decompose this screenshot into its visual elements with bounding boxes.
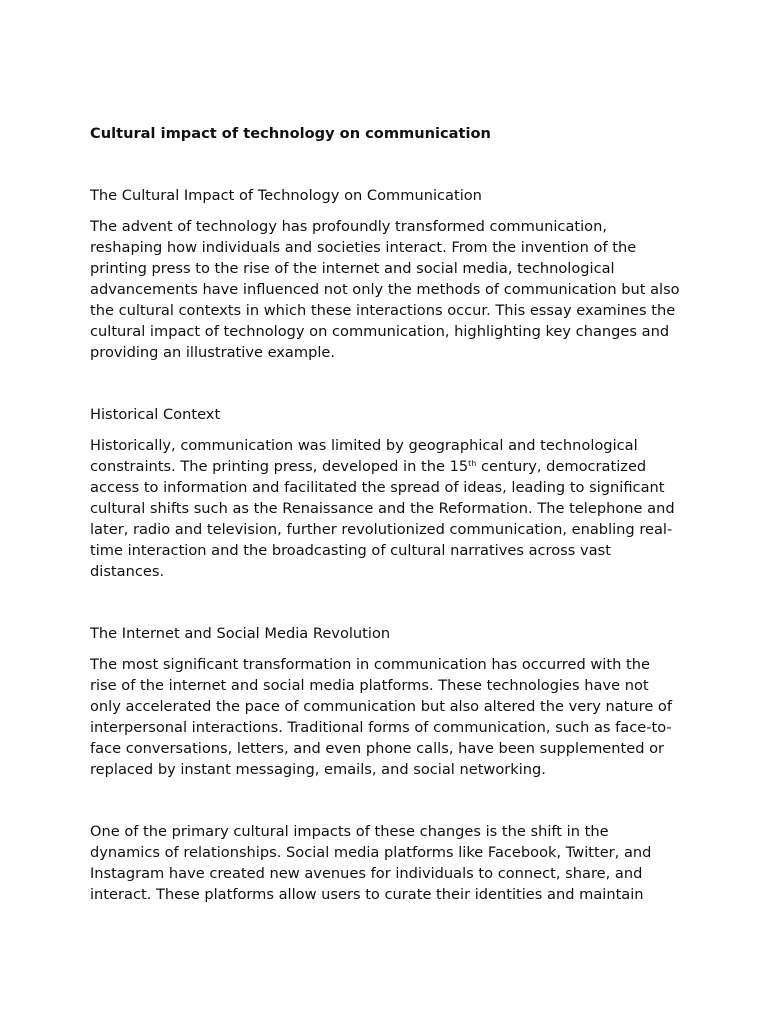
- spacer: [90, 780, 680, 821]
- paragraph-internet-social-media: The most significant transformation in communication has occurred with the rise of the internet and social media platforms. These technologies have not only accelerated the pace of communication but also altered the very nature of interpersonal interactions. Traditional forms of communication, such as face-to-face conversations, letters, and even phone calls, have been supplemented or replaced by instant messaging, emails, and social networking.: [90, 656, 673, 778]
- spacer: [90, 206, 680, 216]
- spacer: [90, 644, 680, 654]
- spacer: [90, 363, 680, 404]
- section-heading-internet-social-media: The Internet and Social Media Revolution: [90, 625, 391, 642]
- spacer: [90, 582, 680, 623]
- paragraph-intro: The advent of technology has profoundly transformed communication, reshaping how individuals and societies interact. From the invention of the printing press to the rise of the internet and social media, technological advancements have influenced not only the methods of communication but also the cultural contexts in which these interactions occur. This essay examines the cultural impact of technology on communication, highlighting key changes and providing an illustrative example.: [90, 218, 680, 361]
- document-title: Cultural impact of technology on communication: [90, 125, 491, 142]
- spacer: [90, 144, 680, 185]
- paragraph-text: century, democratized access to information and facilitated the spread of ideas, leading to significant cultural shifts such as the Renaissance and the Reformation. The telephone and later, radio and television, further revolutionized communication, enabling real-time interaction and the broadcasting of cultural narratives across vast distances.: [90, 458, 675, 580]
- paragraph-text: Historically, communication was limited by geographical and technological constraints. The printing press, developed in the 15: [90, 437, 638, 475]
- document-page: [90, 123, 680, 905]
- ordinal-superscript: th: [468, 459, 477, 468]
- section-heading-historical-context: Historical Context: [90, 406, 221, 423]
- section-heading-intro: The Cultural Impact of Technology on Communication: [90, 187, 482, 204]
- spacer: [90, 425, 680, 435]
- paragraph-historical-context: [90, 435, 680, 582]
- paragraph-relationships: One of the primary cultural impacts of these changes is the shift in the dynamics of relationships. Social media platforms like Facebook, Twitter, and Instagram have created new avenues for individuals to connect, share, and interact. These platforms allow users to curate their identities and maintain: [90, 823, 652, 903]
